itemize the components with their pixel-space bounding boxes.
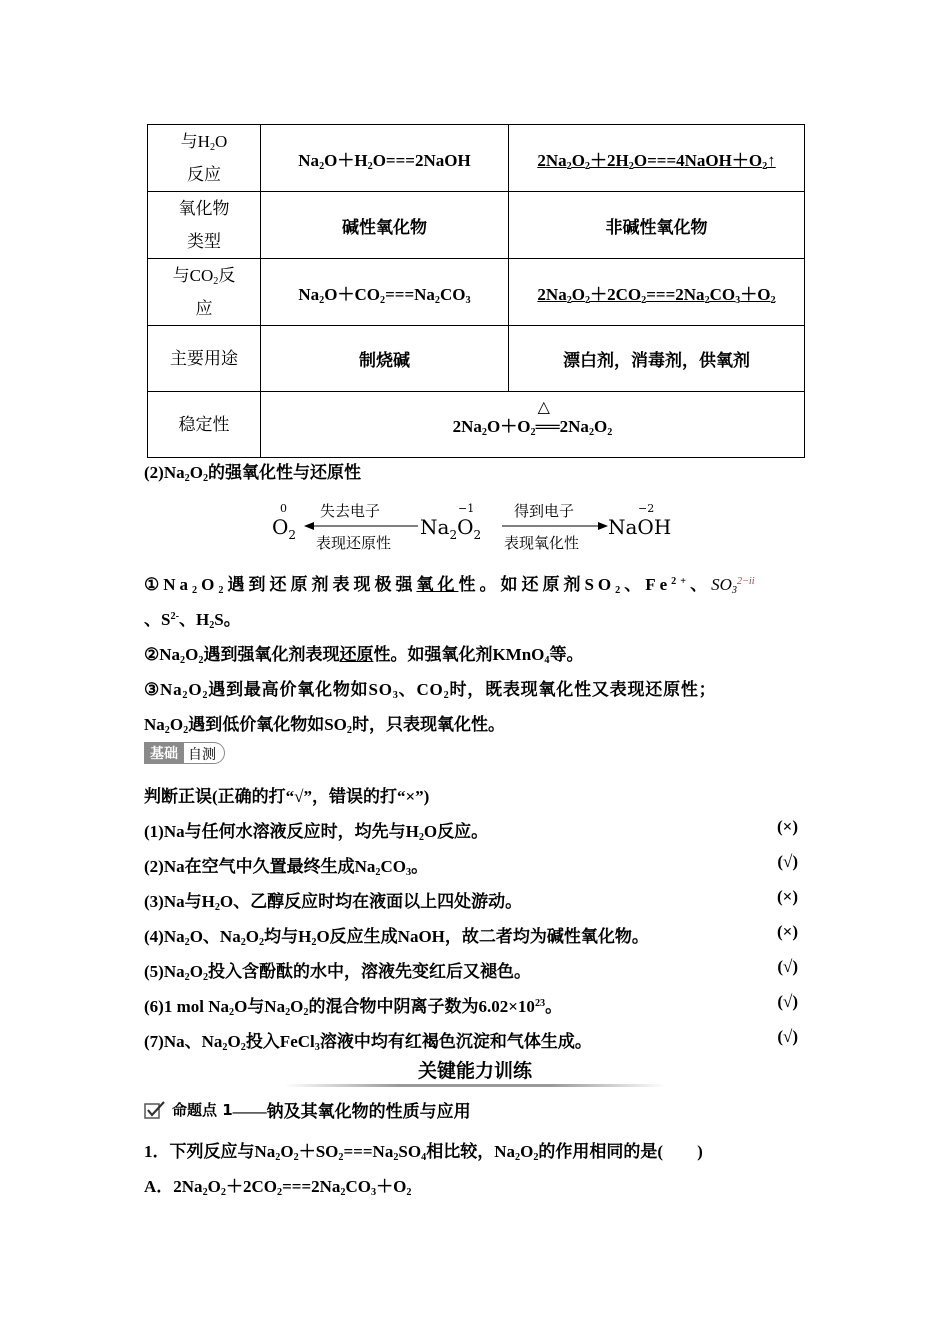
point-1-cont: 、$S^{2-}$、$H_2S$。 (144, 610, 241, 632)
question-stem: 1．下列反应与$Na_2O_2+SO_2===Na_2SO_4$相比较，$Na_2O_2$的作用相同的是( ) (144, 1142, 703, 1164)
o2-label: $O_2$ (272, 515, 297, 542)
judge-mark: (√) (777, 957, 798, 976)
self-test-badge (144, 742, 225, 764)
badge-right: 自测 (184, 742, 225, 764)
row-header: 与$H_2O$ 反应 (148, 125, 261, 192)
table-row (148, 192, 805, 259)
cell-na2o2: $2Na_2O_2+2H_2O===4NaOH+O_2↑$ (509, 125, 805, 192)
judge-item: (6)1 mol $Na_2O$与$Na_2O_2$的混合物中阴离子数为$6.02\times 10^{23}$。 (√) (144, 992, 798, 1019)
row-header: 稳定性 (148, 392, 261, 458)
judge-item: (1)Na与任何水溶液反应时，均先与$H_2O$反应。 (×) (144, 817, 798, 844)
cell-na2o: $Na_2O+H_2O===2NaOH$ (261, 125, 509, 192)
section2-title: $(2)Na_2O_2$的强氧化性与还原性 (144, 463, 362, 485)
arrow-right-top: 得到电子 (514, 502, 575, 520)
checkbox-check-icon (144, 1100, 166, 1120)
judge-item: (7)Na、$Na_2O_2$投入FeCl$_3$溶液中均有红褐色沉淀和气体生成。 (√) (144, 1027, 798, 1054)
table-row (148, 326, 805, 392)
arrow-left-head-icon (304, 522, 314, 530)
cell-na2o2: 非碱性氧化物 (509, 192, 805, 259)
topic-heading (144, 1097, 471, 1122)
judge-mark: (×) (776, 922, 798, 941)
section-title: 关键能力训练 (417, 1060, 532, 1082)
heat-triangle-icon: △ (537, 399, 550, 416)
property-table (147, 124, 805, 458)
arrow-left-top: 失去电子 (320, 502, 381, 520)
judge-item: (3)Na与$H_2O$、乙醇反应时均在液面以上四处游动。 (×) (144, 887, 798, 914)
judge-mark: (√) (777, 852, 798, 871)
row-header-line2: 反应 (187, 165, 221, 184)
cell-merged: $2Na_2O+O_2$ △ $══2Na_2O_2$ (261, 392, 805, 458)
judge-item: (2)Na在空气中久置最终生成$Na_2CO_3$。 (√) (144, 852, 798, 879)
naoh-charge: −2 (638, 502, 655, 515)
row-header-line1: 与H (180, 132, 210, 151)
judge-item: $(5)Na_2O_2$投入含酚酞的水中，溶液先变红后又褪色。 (√) (144, 957, 798, 984)
row-header: 主要用途 (148, 326, 261, 392)
redox-diagram (266, 498, 686, 554)
topic-label: 命题点 1 (172, 1101, 233, 1119)
point-2: $②Na_2O_2$遇到强氧化剂表现还原性。如强氧化剂KMnO$_4$等。 (144, 645, 584, 667)
table-row (148, 125, 805, 192)
cell-na2o: 碱性氧化物 (261, 192, 509, 259)
point-3-cont: $Na_2O_2$遇到低价氧化物如$SO_2$时，只表现氧化性。 (144, 715, 505, 737)
point-3: $③Na_2O_2$遇到最高价氧化物如$SO_3$、$CO_2$时，既表现氧化性又表现还原性； (144, 680, 717, 702)
judge-mark: (×) (776, 817, 798, 836)
badge-left: 基础 (144, 742, 184, 764)
question-option-a: A．$2Na_2O_2+2CO_2===2Na_2CO_3+O_2$ (144, 1177, 412, 1199)
judge-instruction: 判断正误(正确的打“√”，错误的打“×”) (144, 787, 430, 806)
arrow-right-head-icon (598, 522, 608, 530)
o2-charge: 0 (280, 502, 287, 515)
judge-item: $(4)Na_2O$、$Na_2O_2$均与$H_2O$反应生成NaOH，故二者均为碱性氧化物。 (×) (144, 922, 798, 949)
cell-na2o2: $2Na_2O_2+2CO_2===2Na_2CO_3+O_2$ (509, 259, 805, 326)
row-header: 与$CO_2$反 应 (148, 259, 261, 326)
arrow-right-bottom: 表现氧化性 (504, 534, 580, 552)
topic-text: ——钠及其氧化物的性质与应用 (232, 1102, 471, 1121)
cell-na2o: 制烧碱 (261, 326, 509, 392)
judge-mark: (×) (776, 887, 798, 906)
table-row (148, 259, 805, 326)
cell-na2o2: 漂白剂，消毒剂，供氧剂 (509, 326, 805, 392)
judge-mark: (√) (777, 992, 798, 1011)
na2o2-charge: −1 (458, 502, 475, 515)
section-divider (284, 1084, 666, 1087)
table-row (148, 392, 805, 458)
judge-mark: (√) (777, 1027, 798, 1046)
row-header: 氧化物 类型 (148, 192, 261, 259)
naoh-label: NaOH (608, 515, 672, 539)
cell-na2o: $Na_2O+CO_2===Na_2CO_3$ (261, 259, 509, 326)
point-1: $①Na_2O_2$遇到还原剂表现极强氧化性。如还原剂$SO_2$、$Fe^{2+}$、$SO_3^{2-ii}$ (144, 575, 755, 597)
arrow-left-bottom: 表现还原性 (316, 534, 392, 552)
na2o2-label: $Na_2O_2$ (420, 515, 482, 542)
